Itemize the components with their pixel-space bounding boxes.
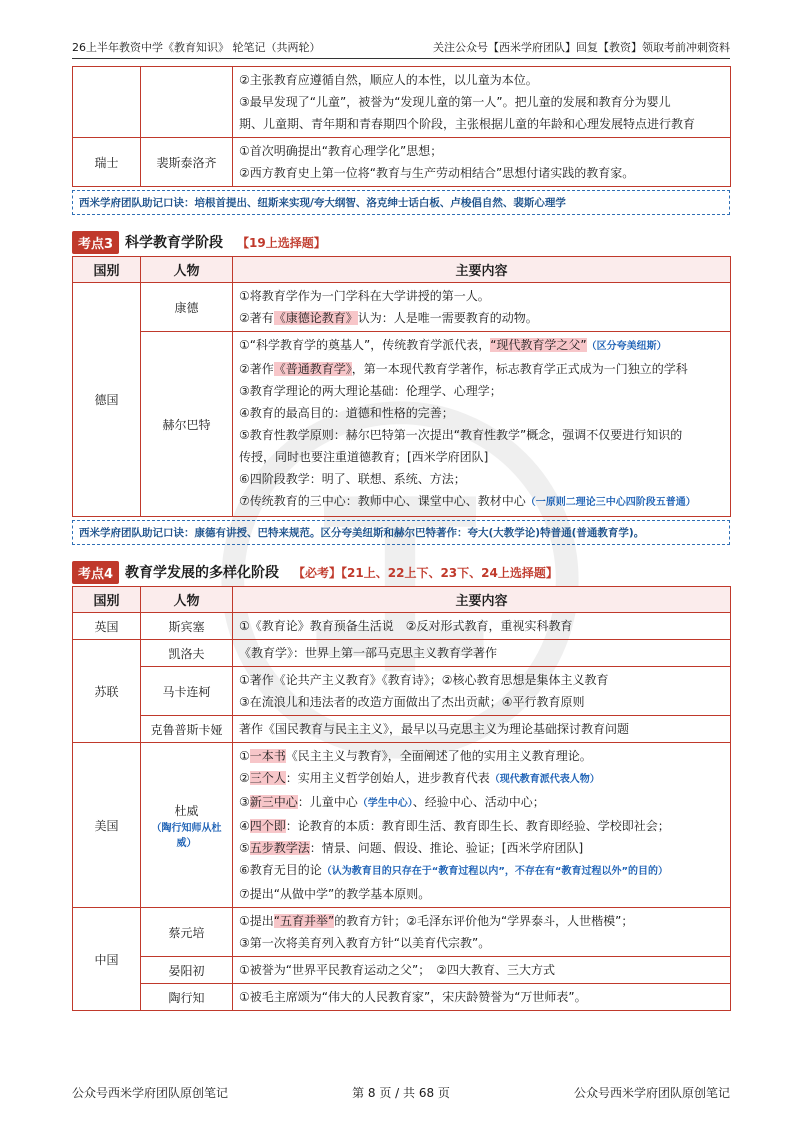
- column-header: 人物: [141, 587, 233, 613]
- person-cell: 裴斯泰洛齐: [141, 138, 233, 187]
- table-row: [73, 283, 731, 332]
- person-name: 杜威: [174, 803, 199, 818]
- person-cell: 克鲁普斯卡娅: [141, 716, 233, 743]
- section-title: 科学教育学阶段: [125, 235, 224, 251]
- text: ②著作: [239, 362, 274, 376]
- highlight: 《康德论教育》: [273, 311, 358, 325]
- content-line: 著作《国民教育与民主主义》，最早以马克思主义为理论基础探讨教育问题: [239, 722, 630, 736]
- exam-note: 【必考】【21上、22上下、23下、24上选择题】: [293, 565, 558, 580]
- table-header-row: [73, 587, 731, 613]
- text: 、经验中心、活动中心；: [412, 795, 545, 809]
- text: ①“科学教育学的奠基人”，传统教育学派代表，: [239, 338, 491, 352]
- section-title: 教育学发展的多样化阶段: [125, 565, 280, 581]
- header-title: 26上半年教资中学《教育知识》 轮笔记（共两轮）: [72, 41, 321, 54]
- person-cell: 马卡连柯: [141, 667, 233, 716]
- content-line: ①首次明确提出“教育心理学化”思想；: [239, 144, 443, 158]
- highlight: 五步教学法: [249, 841, 310, 855]
- page-number: 第 8 页 / 共 68 页: [352, 1086, 450, 1100]
- text: ：实用主义哲学创始人，进步教育代表: [285, 771, 490, 785]
- footer-left: 公众号西米学府团队原创笔记: [72, 1086, 229, 1100]
- person-cell: 赫尔巴特: [141, 332, 233, 517]
- content-line: [239, 910, 724, 932]
- content-line: ①被誉为“世界平民教育运动之父”； ②四大教育、三大方式: [239, 963, 555, 977]
- content-line: [239, 490, 724, 514]
- text: 《民主主义与教育》，全面阐述了他的实用主义教育理论。: [285, 749, 592, 763]
- text: ②著有: [239, 311, 274, 325]
- table-row: [73, 332, 731, 517]
- content-line: ⑥四阶段教学：明了、联想、系统、方法；: [239, 472, 466, 486]
- text: 的教育方针；②毛泽东评价他为“学界泰斗，人世楷模”；: [334, 914, 634, 928]
- country-cell: 英国: [73, 613, 141, 640]
- text: ：论教育的本质：教育即生活、教育即生长、教育即经验、学校即社会；: [285, 819, 670, 833]
- content-line: [239, 358, 724, 380]
- country-cell: 苏联: [73, 640, 141, 743]
- content-line: [239, 745, 724, 767]
- content-line: [239, 334, 724, 358]
- document-body: [72, 66, 730, 1011]
- content-line: ②主张教育应遵循自然，顺应人的本性，以儿童为本位。: [239, 73, 538, 87]
- column-header: 主要内容: [233, 257, 731, 283]
- annotation: （陶行知师从杜威）: [151, 822, 222, 849]
- person-cell: 晏阳初: [141, 957, 233, 984]
- section-tag: 考点4: [72, 561, 119, 584]
- highlight: “现代教育学之父”: [490, 338, 587, 352]
- content-line: ③第一次将美育列入教育方针“以美育代宗教”。: [239, 936, 491, 950]
- table-row: [73, 984, 731, 1011]
- table-row: [73, 640, 731, 667]
- content-line: 期、儿童期、青年期和青春期四个阶段，主张根据儿童的年龄和心理发展特点进行教育: [239, 117, 696, 131]
- country-cell: 中国: [73, 908, 141, 1011]
- mnemonic-box: 西米学府团队助记口诀：培根首提出、纽斯来实现/夸大纲智、洛克绅士话白板、卢梭倡自然、裴斯心理学: [72, 190, 730, 215]
- content-line: [239, 791, 724, 815]
- text: ①提出: [239, 914, 274, 928]
- person-cell: 蔡元培: [141, 908, 233, 957]
- annotation: （认为教育目的只存在于“教育过程以内”，不存在有“教育过程以外”的目的）: [321, 866, 669, 877]
- content-line: [239, 815, 724, 837]
- kp3-table: [72, 256, 731, 517]
- text: ⑥教育无目的论: [239, 863, 322, 877]
- person-cell: [141, 743, 233, 908]
- content-line: ⑤教育性教学原则：赫尔巴特第一次提出“教育性教学”概念，强调不仅要进行知识的: [239, 428, 683, 442]
- person-cell: 陶行知: [141, 984, 233, 1011]
- column-header: 国别: [73, 257, 141, 283]
- text: ：情景、问题、假设、推论、验证；[西米学府团队]: [309, 841, 584, 855]
- content-line: 传授，同时也要注重道德教育；[西米学府团队]: [239, 450, 489, 464]
- person-cell: 斯宾塞: [141, 613, 233, 640]
- country-cell: 美国: [73, 743, 141, 908]
- text: 认为：人是唯一需要教育的动物。: [357, 311, 538, 325]
- table-row: [73, 743, 731, 908]
- table-header-row: [73, 257, 731, 283]
- table-row: [73, 716, 731, 743]
- section-tag: 考点3: [72, 231, 119, 254]
- content-line: ①著作《论共产主义教育》《教育诗》；②核心教育思想是集体主义教育: [239, 673, 609, 687]
- table-row: [73, 908, 731, 957]
- content-line: ⑦提出“从做中学”的教学基本原则。: [239, 887, 431, 901]
- text: ⑦传统教育的三中心：教师中心、课堂中心、教材中心: [239, 494, 526, 508]
- highlight: 一本书: [249, 749, 286, 763]
- content-line: 《教育学》：世界上第一部马克思主义教育学著作: [239, 646, 498, 660]
- person-cell: 凯洛夫: [141, 640, 233, 667]
- section-heading-kp3: [72, 230, 730, 254]
- content-line: ③最早发现了“儿童”，被誉为“发现儿童的第一人”。把儿童的发展和教育分为婴儿: [239, 95, 671, 109]
- text: ①: [239, 749, 250, 763]
- header-promo: 关注公众号【西米学府团队】回复【教资】领取考前冲刺资料: [433, 41, 730, 54]
- country-cell: 瑞士: [73, 138, 141, 187]
- person-cell: 康德: [141, 283, 233, 332]
- table-row: [73, 138, 731, 187]
- text: ⑤: [239, 841, 250, 855]
- highlight: 三个人: [249, 771, 286, 785]
- content-line: [239, 767, 724, 791]
- highlight: 新三中心: [249, 795, 298, 809]
- country-cell: 德国: [73, 283, 141, 517]
- table-row: [73, 957, 731, 984]
- content-line: ③教育学理论的两大理论基础：伦理学、心理学；: [239, 384, 502, 398]
- mnemonic-box: 西米学府团队助记口诀：康德有讲授、巴特来规范。区分夸美纽斯和赫尔巴特著作：夸大(大教学论)特普通(普通教育学)。: [72, 520, 730, 545]
- content-line: ②西方教育史上第一位将“教育与生产劳动相结合”思想付诸实践的教育家。: [239, 166, 635, 180]
- page-footer: [72, 1084, 730, 1101]
- annotation: （一原则二理论三中心四阶段五普通）: [525, 497, 696, 508]
- annotation: （现代教育派代表人物）: [489, 774, 600, 785]
- table-row: [73, 67, 731, 138]
- page-header: [72, 37, 730, 59]
- content-line: [239, 307, 724, 329]
- text: ③: [239, 795, 250, 809]
- content-line: ④教育的最高目的：道德和性格的完善；: [239, 406, 454, 420]
- table-row: [73, 667, 731, 716]
- highlight: 四个即: [249, 819, 286, 833]
- highlight: “五育并举”: [273, 914, 335, 928]
- exam-note: 【19上选择题】: [237, 235, 326, 250]
- text: ：儿童中心: [297, 795, 358, 809]
- content-line: ①将教育学作为一门学科在大学讲授的第一人。: [239, 289, 490, 303]
- kp4-table: [72, 586, 731, 1011]
- content-line: ①《教育论》教育预备生活说 ②反对形式教育，重视实科教育: [239, 619, 573, 633]
- text: ④: [239, 819, 250, 833]
- column-header: 国别: [73, 587, 141, 613]
- content-line: ①被毛主席颂为“伟大的人民教育家”，宋庆龄赞誉为“万世师表”。: [239, 990, 587, 1004]
- highlight: 《普通教育学》: [273, 362, 352, 376]
- text: ②: [239, 771, 250, 785]
- annotation: （区分夸美纽斯）: [586, 341, 667, 352]
- section-heading-kp4: [72, 560, 730, 584]
- text: ，第一本现代教育学著作，标志教育学正式成为一门独立的学科: [351, 362, 688, 376]
- annotation: （学生中心）: [357, 798, 413, 809]
- content-line: [239, 837, 724, 859]
- content-line: ③在流浪儿和违法者的改造方面做出了杰出贡献；④平行教育原则: [239, 695, 585, 709]
- table-row: [73, 613, 731, 640]
- column-header: 主要内容: [233, 587, 731, 613]
- content-line: [239, 859, 724, 883]
- top-table: [72, 66, 731, 187]
- column-header: 人物: [141, 257, 233, 283]
- footer-right: 公众号西米学府团队原创笔记: [573, 1086, 730, 1100]
